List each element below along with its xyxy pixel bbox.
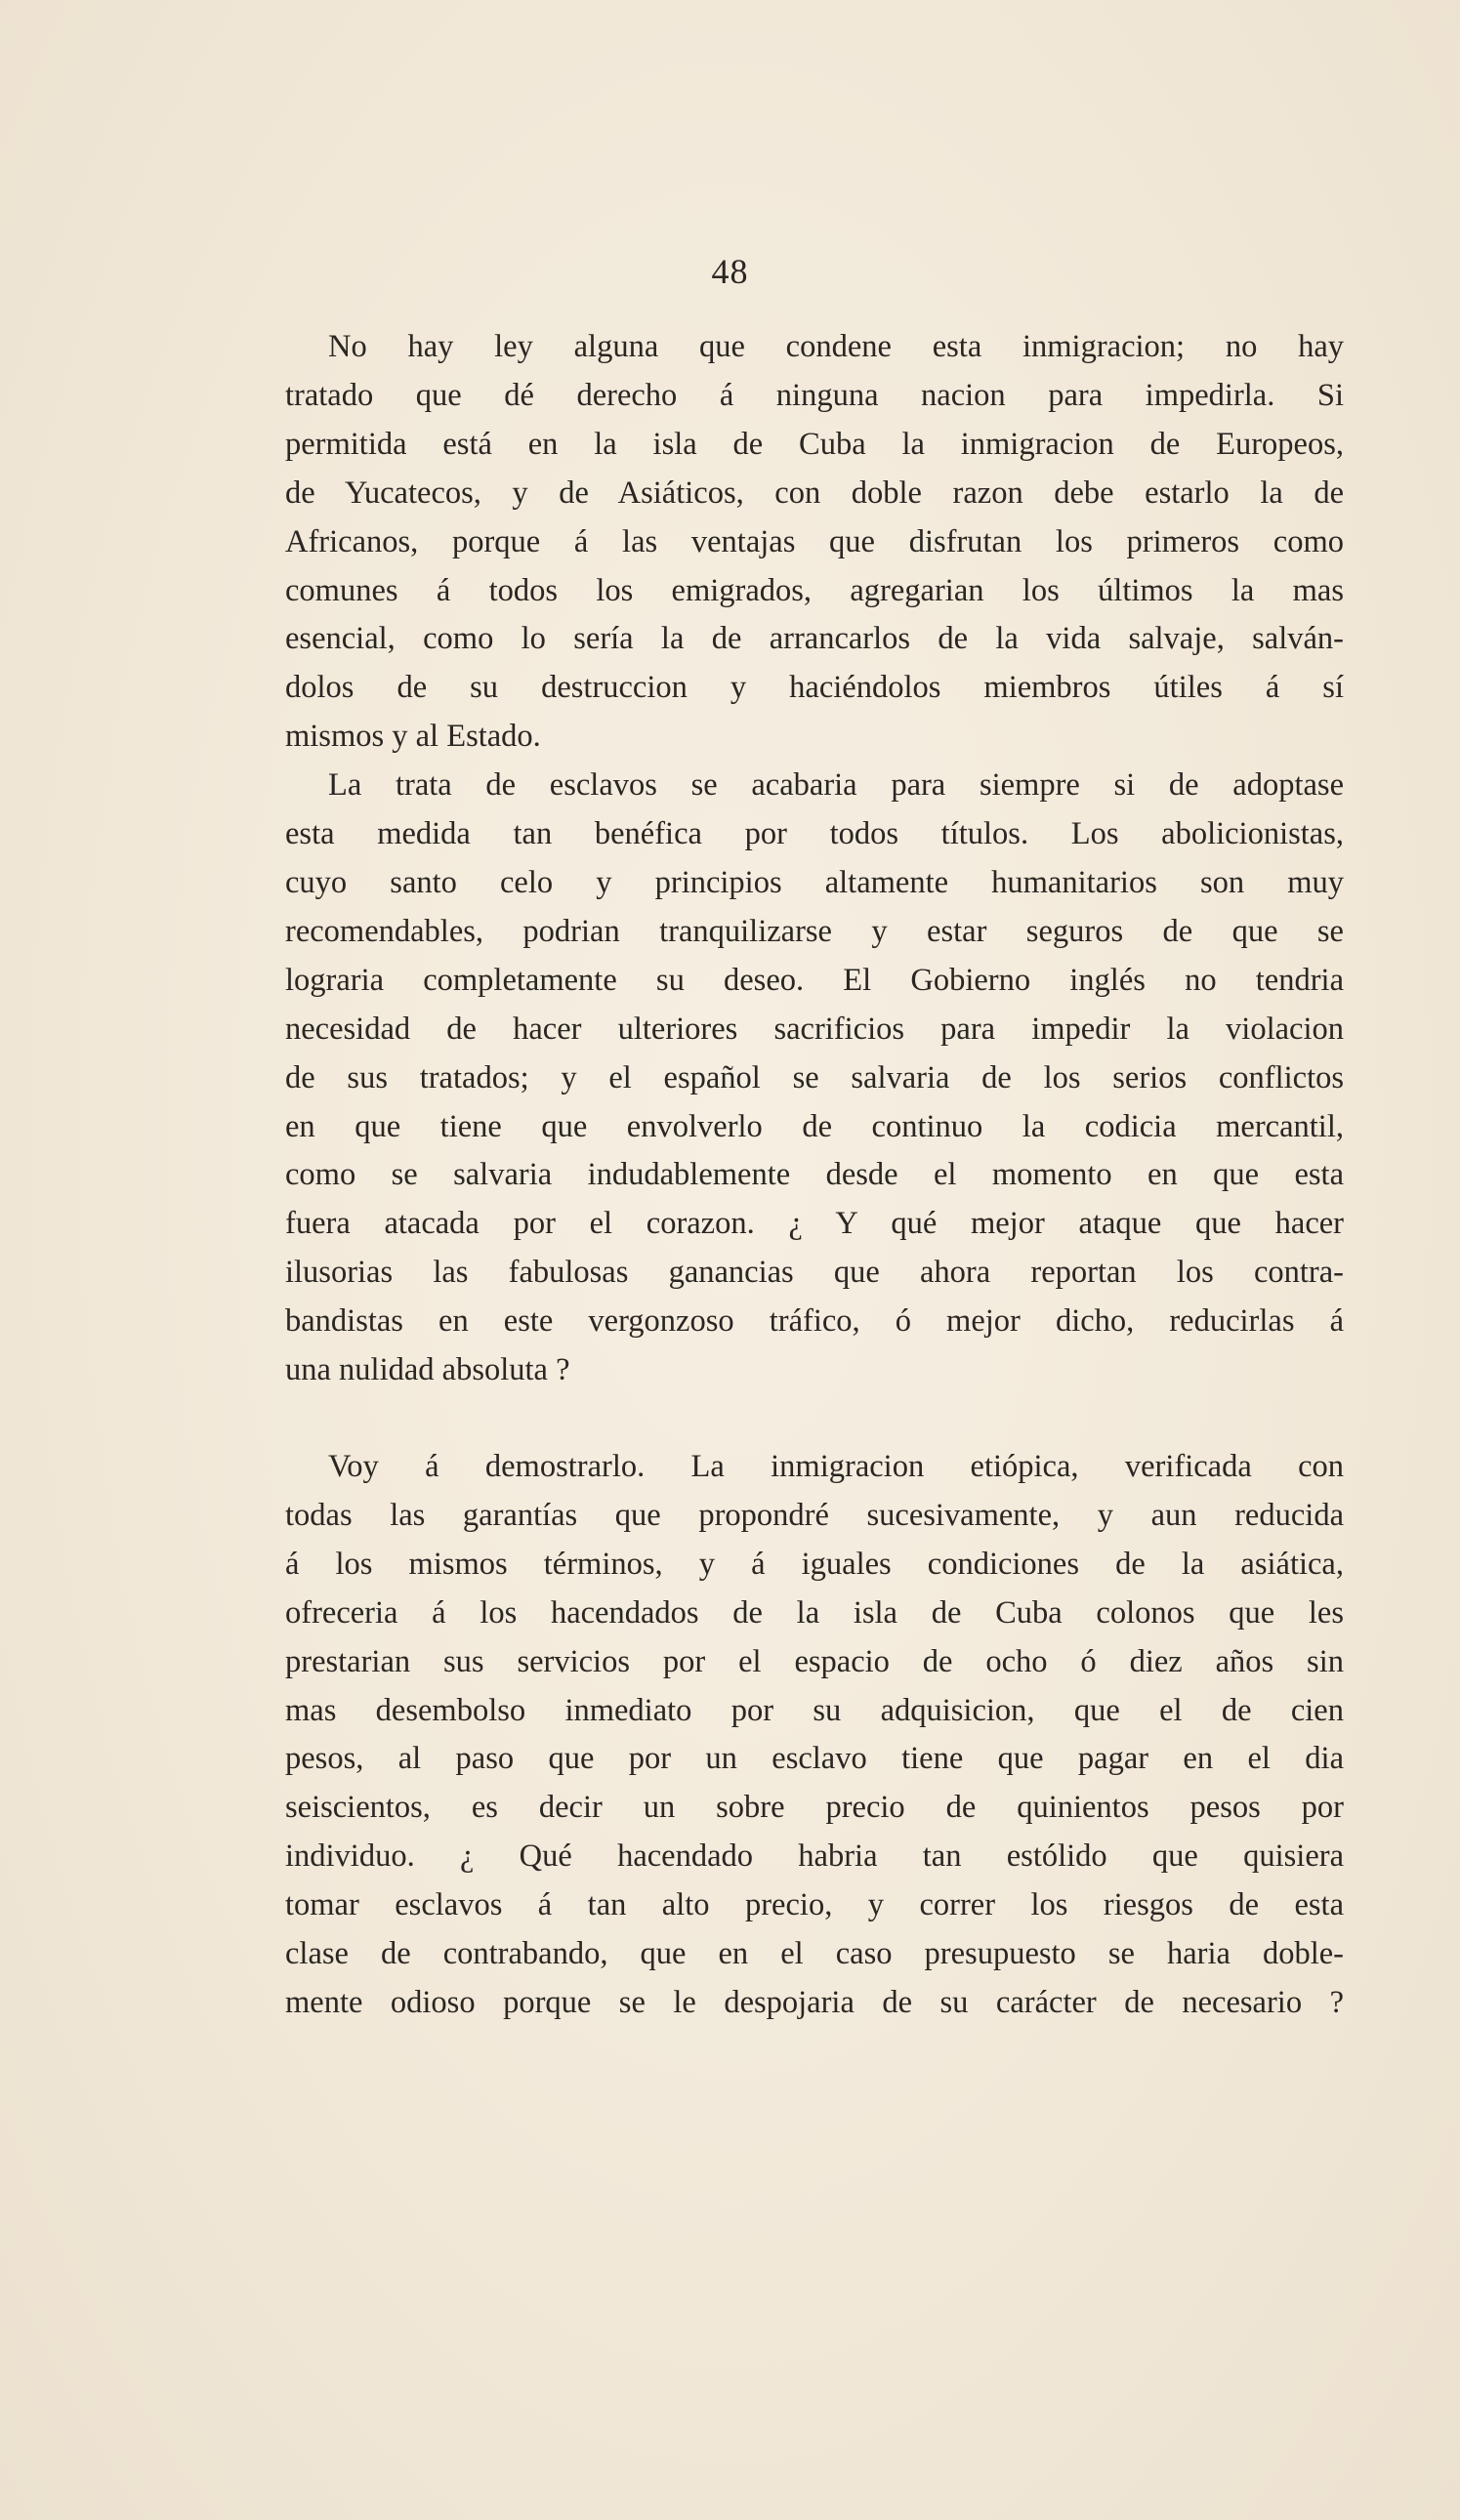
text-line: mente odioso porque se le despojaria de su carácter de necesario ? (285, 1984, 1344, 2020)
text-line: seiscientos, es decir un sobre precio de quinientos pesos por (285, 1790, 1344, 1826)
text-line: dolos de su destruccion y haciéndolos miembros útiles á sí (285, 670, 1344, 706)
paragraph-section-1 (285, 323, 1344, 1395)
text-line: necesidad de hacer ulteriores sacrificios para impedir la violacion (285, 1011, 1344, 1047)
page-number: 48 (711, 252, 749, 291)
text-line: fuera atacada por el corazon. ¿ Y qué mejor ataque que hacer (285, 1206, 1344, 1242)
text-line: una nulidad absoluta ? (285, 1352, 570, 1388)
text-line: de Yucatecos, y de Asiáticos, con doble razon debe estarlo la de (285, 475, 1344, 511)
text-line: á los mismos términos, y á iguales condiciones de la asiática, (285, 1546, 1344, 1582)
text-line: individuo. ¿ Qué hacendado habria tan estólido que quisiera (285, 1838, 1344, 1875)
text-line: mas desembolso inmediato por su adquisicion, que el de cien (285, 1692, 1344, 1728)
text-line: de sus tratados; y el español se salvaria de los serios conflictos (285, 1059, 1344, 1095)
text-line: No hay ley alguna que condene esta inmigracion; no hay (328, 329, 1344, 364)
text-line: ofreceria á los hacendados de la isla de Cuba colonos que les (285, 1594, 1344, 1631)
text-line: recomendables, podrian tranquilizarse y estar seguros de que se (285, 913, 1344, 949)
text-line: La trata de esclavos se acabaria para siempre si de adoptase (328, 767, 1344, 804)
text-line: clase de contrabando, que en el caso presupuesto se haria doble- (285, 1936, 1344, 1972)
text-line: como se salvaria indudablemente desde el momento en que esta (285, 1157, 1344, 1193)
text-line: esencial, como lo sería la de arrancarlos de la vida salvaje, salván- (285, 621, 1344, 657)
paragraph-section-2 (285, 1443, 1344, 2028)
text-line: en que tiene que envolverlo de continuo la codicia mercantil, (285, 1108, 1344, 1144)
text-line: esta medida tan benéfica por todos títulos. Los abolicionistas, (285, 816, 1344, 852)
text-line: lograria completamente su deseo. El Gobierno inglés no tendria (285, 962, 1344, 998)
text-line: mismos y al Estado. (285, 719, 541, 755)
text-line: prestarian sus servicios por el espacio de ocho ó diez años sin (285, 1643, 1344, 1679)
text-line: ilusorias las fabulosas ganancias que ahora reportan los contra- (285, 1255, 1344, 1291)
text-line: cuyo santo celo y principios altamente humanitarios son muy (285, 864, 1344, 900)
text-line: tratado que dé derecho á ninguna nacion para impedirla. Si (285, 377, 1344, 413)
text-line: permitida está en la isla de Cuba la inmigracion de Europeos, (285, 426, 1344, 462)
text-line: Voy á demostrarlo. La inmigracion etiópica, verificada con (328, 1449, 1344, 1484)
text-line: bandistas en este vergonzoso tráfico, ó mejor dicho, reducirlas á (285, 1303, 1344, 1340)
text-line: Africanos, porque á las ventajas que disfrutan los primeros como (285, 523, 1344, 559)
text-line: todas las garantías que propondré sucesivamente, y aun reducida (285, 1497, 1344, 1533)
text-line: comunes á todos los emigrados, agregarian los últimos la mas (285, 572, 1344, 608)
text-line: pesos, al paso que por un esclavo tiene que pagar en el dia (285, 1741, 1344, 1777)
text-line: tomar esclavos á tan alto precio, y correr los riesgos de esta (285, 1887, 1344, 1923)
